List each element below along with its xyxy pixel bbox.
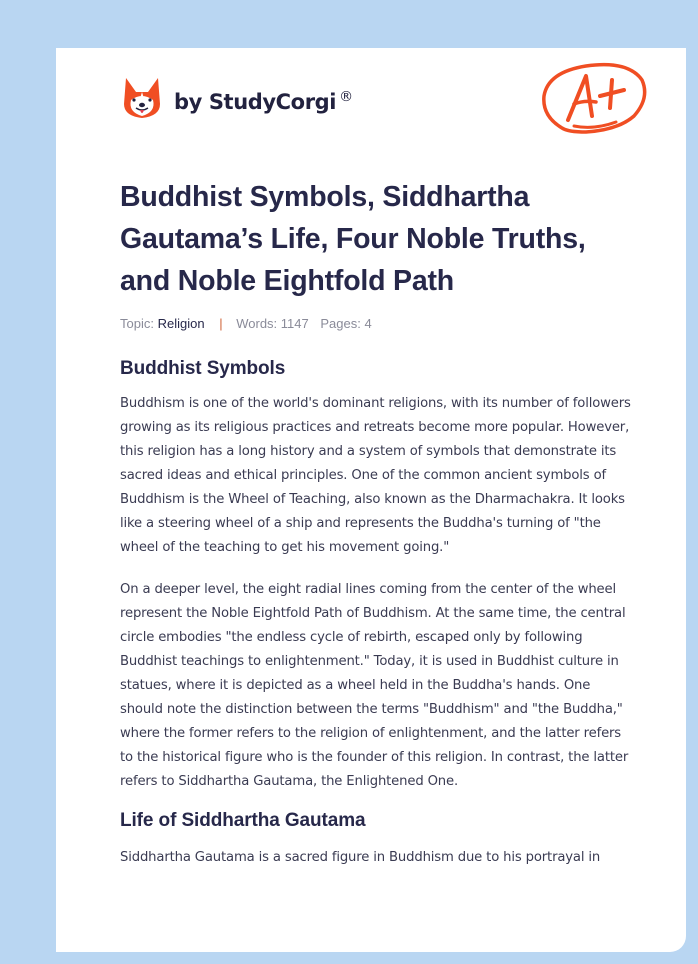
page-title: Buddhist Symbols, Siddhartha Gautama’s Life, Four Noble Truths, and Noble Eightfold Path	[120, 181, 586, 297]
registered-mark: ®	[339, 88, 353, 105]
paragraph: Siddhartha Gautama is a sacred figure in Buddhism due to his portrayal in	[120, 850, 601, 865]
document-card	[56, 48, 686, 952]
section-heading: Buddhist Symbols	[120, 358, 286, 379]
page-count: Pages: 4	[320, 316, 372, 331]
topic-label: Topic:	[120, 316, 154, 331]
paragraph: On a deeper level, the eight radial lines coming from the center of the wheel represent the Noble Eightfold Path of Buddhism. At the same time, the central circle embodies "the endless cycle of rebirth, escaped only by following Buddhist teachings to enlightenment." Today, it is used in Buddhist culture in statues, where it is depicted as a wheel held in the Buddha's hands. One should note the distinction between the terms "Buddhism" and "the Buddha," where the former refers to the religion of enlightenment, and the latter refers to the historical figure who is the founder of this religion. In contrast, the latter refers to Siddhartha Gautama, the Enlightened One.	[120, 582, 629, 789]
section-heading: Life of Siddhartha Gautama	[120, 810, 366, 831]
word-count: Words: 1147	[236, 316, 309, 331]
meta-separator: |	[219, 316, 223, 331]
topic-link[interactable]: Religion	[157, 316, 205, 331]
paragraph: Buddhism is one of the world's dominant religions, with its number of followers growing as its religious practices and retreats become more popular. However, this religion has a long history and a system of symbols that demonstrate its sacred ideas and ethical principles. One of the common ancient symbols of Buddhism is the Wheel of Teaching, also known as the Dharmachakra. It looks like a steering wheel of a ship and represents the Buddha's turning of "the wheel of the teaching to get his movement going."	[120, 396, 631, 555]
header	[56, 48, 686, 158]
studycorgi-logo[interactable]	[122, 76, 353, 120]
article-meta	[120, 316, 632, 336]
corgi-icon	[122, 76, 162, 120]
a-plus-grade-icon	[538, 58, 650, 140]
logo-text: by StudyCorgi ®	[174, 88, 353, 114]
article	[120, 176, 632, 870]
